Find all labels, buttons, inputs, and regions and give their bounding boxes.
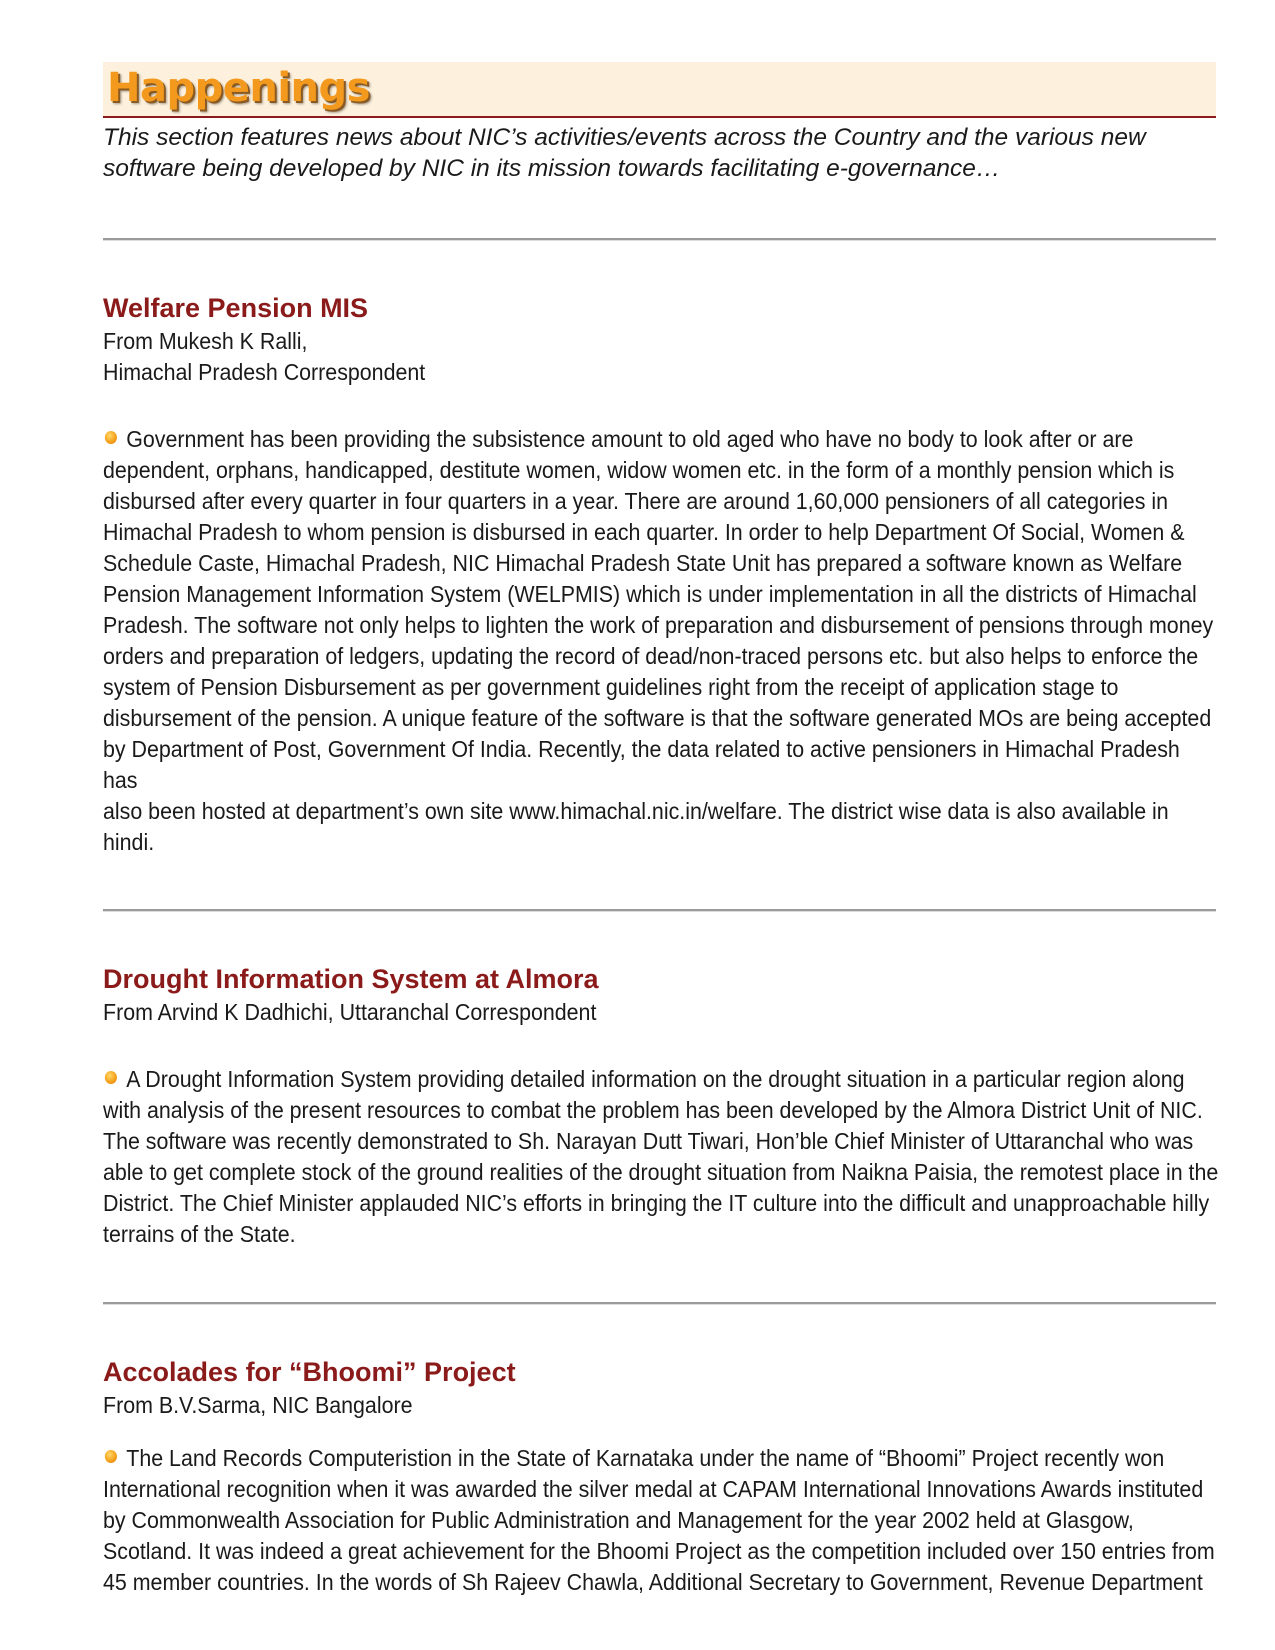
article-body [103,424,1219,858]
page [103,62,1219,1598]
section-intro: This section features news about NIC’s activities/events across the Country and the various new software being developed by NIC in its mission towards facilitating e-governance… [103,124,1146,182]
orange-dot-bullet-icon [105,1450,117,1463]
orange-dot-bullet-icon [105,1071,117,1084]
article-title: Welfare Pension MIS [103,293,369,323]
divider [103,909,1216,911]
article-title: Accolades for “Bhoomi” Project [103,1357,516,1387]
article-title: Drought Information System at Almora [103,964,599,994]
article-byline: From B.V.Sarma, NIC Bangalore [103,1392,413,1418]
orange-dot-bullet-icon [105,431,117,444]
article-body [103,1064,1219,1250]
article-byline: From Arvind K Dadhichi, Uttaranchal Correspondent [103,999,597,1025]
divider [103,238,1216,240]
article-body-text: The Land Records Computeristion in the State of Karnataka under the name of “Bhoomi” Project recently won International recognition when it was awarded the silver medal at CAPAM International Innovations Awards instituted by Commonwealth Association for Public Administration and Management for the year 2002 held at Glasgow, Scotland. It was indeed a great achievement for the Bhoomi Project as the competition included over 150 entries from 45 member countries. In the words of Sh Rajeev Chawla, Additional Secretary to Government, Revenue Department [103,1445,1215,1595]
section-title: Happenings [107,65,370,111]
article-body-text: A Drought Information System providing detailed information on the drought situation in a particular region along with analysis of the present resources to combat the problem has been developed by the Almora District Unit of NIC. The software was recently demonstrated to Sh. Narayan Dutt Tiwari, Hon’ble Chief Minister of Uttaranchal who was able to get complete stock of the ground realities of the drought situation from Naikna Paisia, the remotest place in the District. The Chief Minister applauded NIC’s efforts in bringing the IT culture into the difficult and unapproachable hilly terrains of the State. [103,1066,1219,1247]
article-byline: From Mukesh K Ralli, Himachal Pradesh Correspondent [103,328,426,385]
article-body-text: Government has been providing the subsistence amount to old aged who have no body to look after or are dependent, orphans, handicapped, destitute women, widow women etc. in the form of a monthly pension which is disbursed after every quarter in four quarters in a year. There are around 1,60,000 pensioners of all categories in Himachal Pradesh to whom pension is disbursed in each quarter. In order to help Department Of Social, Women & Schedule Caste, Himachal Pradesh, NIC Himachal Pradesh State Unit has prepared a software known as Welfare Pension Management Information System (WELPMIS) which is under implementation in all the districts of Himachal Pradesh. The software not only helps to lighten the work of preparation and disbursement of pensions through money orders and preparation of ledgers, updating the record of dead/non-traced persons etc. but also helps to enforce the system of Pension Disbursement as per government guidelines right from the receipt of application stage to disbursement of the pension. A unique feature of the software is that the software generated MOs are being accepted by Department of Post, Government Of India. Recently, the data related to active pensioners in Himachal Pradesh has also been hosted at department’s own site www.himachal.nic.in/welfare. The district wise data is also available in hindi. [103,426,1214,855]
divider [103,1302,1216,1304]
article-body [103,1443,1219,1598]
section-banner [103,62,1216,118]
article-bhoomi-project [103,1356,1216,1598]
article-welfare-pension [103,292,1216,858]
article-drought-info-system [103,963,1219,1250]
